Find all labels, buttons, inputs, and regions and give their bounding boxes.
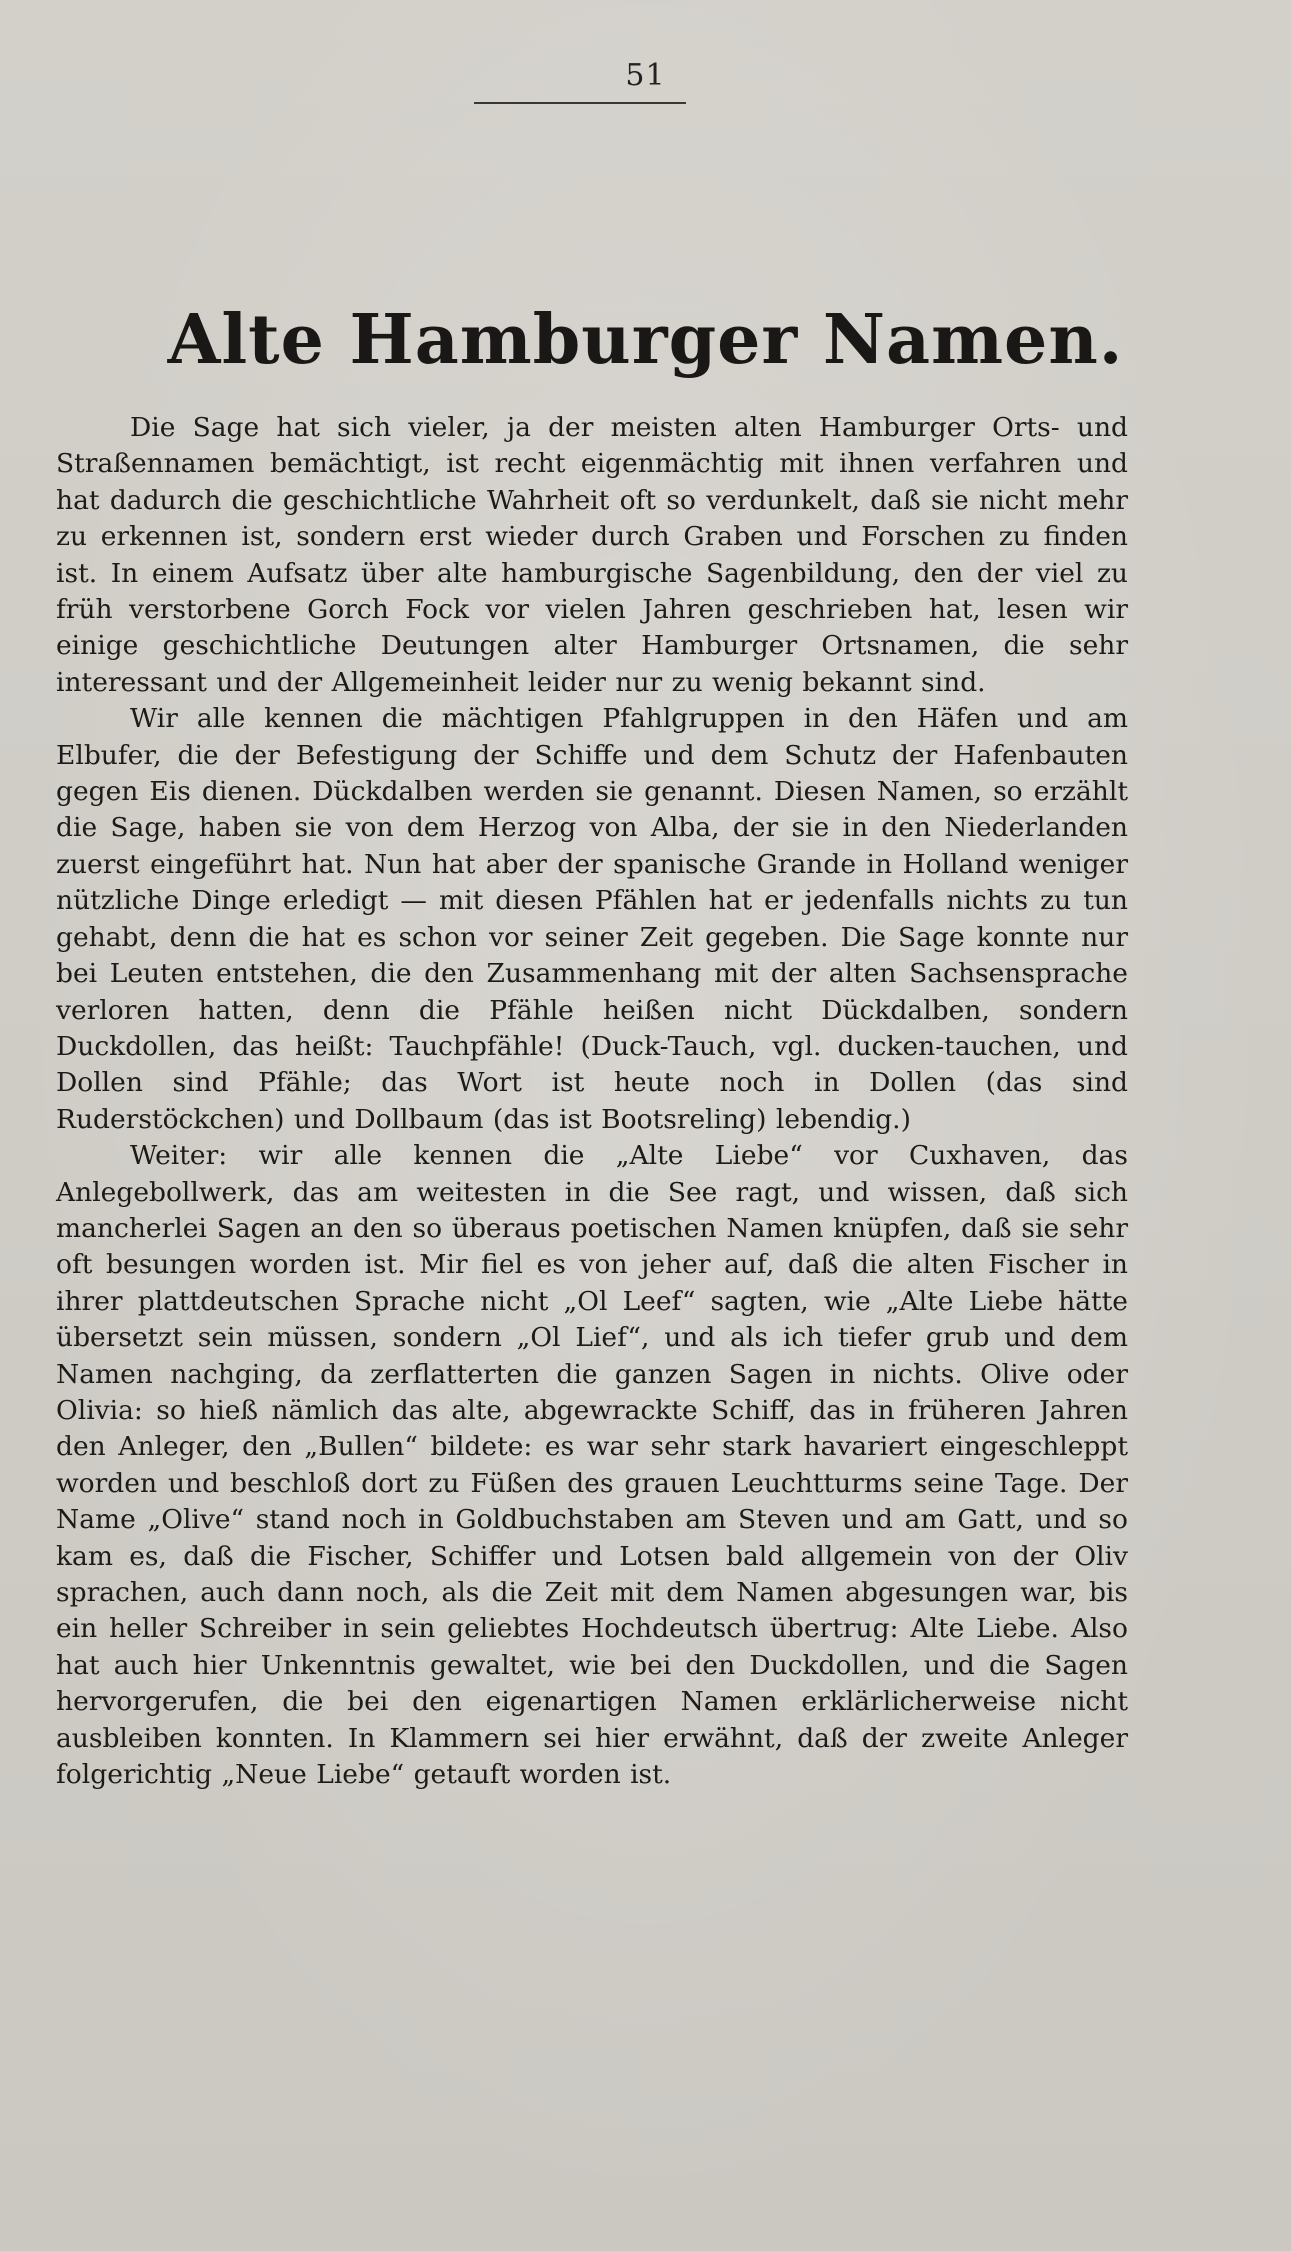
page-number: 51 [625, 58, 666, 93]
body-text [56, 410, 1128, 1793]
chapter-title: Alte Hamburger Namen. [167, 300, 1124, 380]
paragraph: Die Sage hat sich vieler, ja der meisten alten Hamburger Orts- und Straßennamen bemächtigt, ist recht eigenmächtig mit ihnen verfahren und hat dadurch die geschichtliche Wahrheit oft so verdunkelt, daß sie nicht mehr zu erkennen ist, sondern erst wieder durch Graben und Forschen zu finden ist. In einem Aufsatz über alte hamburgische Sagenbildung, den der viel zu früh verstorbene Gorch Fock vor vielen Jahren geschrieben hat, lesen wir einige geschichtliche Deutungen alter Hamburger Ortsnamen, die sehr interessant und der Allgemeinheit leider nur zu wenig bekannt sind. [56, 412, 1128, 698]
header-rule [474, 102, 686, 104]
paragraph: Wir alle kennen die mächtigen Pfahlgruppen in den Häfen und am Elbufer, die der Befestigung der Schiffe und dem Schutz der Hafenbauten gegen Eis dienen. Dückdalben werden sie genannt. Diesen Namen, so erzählt die Sage, haben sie von dem Herzog von Alba, der sie in den Niederlanden zuerst eingeführt hat. Nun hat aber der spanische Grande in Holland weniger nützliche Dinge erledigt — mit diesen Pfählen hat er jedenfalls nichts zu tun gehabt, denn die hat es schon vor seiner Zeit gegeben. Die Sage konnte nur bei Leuten entstehen, die den Zusammenhang mit der alten Sachsensprache verloren hatten, denn die Pfähle heißen nicht Dückdalben, sondern Duckdollen, das heißt: Tauchpfähle! (Duck-Tauch, vgl. ducken-tauchen, und Dollen sind Pfähle; das Wort ist heute noch in Dollen (das sind Ruderstöckchen) und Dollbaum (das ist Bootsreling) lebendig.) [56, 703, 1128, 1135]
paragraph: Weiter: wir alle kennen die „Alte Liebe“ vor Cuxhaven, das Anlegebollwerk, das am weitesten in die See ragt, und wissen, daß sich mancherlei Sagen an den so überaus poetischen Namen knüpfen, daß sie sehr oft besungen worden ist. Mir fiel es von jeher auf, daß die alten Fischer in ihrer plattdeutschen Sprache nicht „Ol Leef“ sagten, wie „Alte Liebe hätte übersetzt sein müssen, sondern „Ol Lief“, und als ich tiefer grub und dem Namen nachging, da zerflatterten die ganzen Sagen in nichts. Olive oder Olivia: so hieß nämlich das alte, abgewrackte Schiff, das in früheren Jahren den Anleger, den „Bullen“ bildete: es war sehr stark havariert eingeschleppt worden und beschloß dort zu Füßen des grauen Leuchtturms seine Tage. Der Name „Olive“ stand noch in Goldbuchstaben am Steven und am Gatt, und so kam es, daß die Fischer, Schiffer und Lotsen bald allgemein von der Oliv sprachen, auch dann noch, als die Zeit mit dem Namen abgesungen war, bis ein heller Schreiber in sein geliebtes Hochdeutsch übertrug: Alte Liebe. Also hat auch hier Unkenntnis gewaltet, wie bei den Duckdollen, und die Sagen hervorgerufen, die bei den eigenartigen Namen erklärlicherweise nicht ausbleiben konnten. In Klammern sei hier erwähnt, daß der zweite Anleger folgerichtig „Neue Liebe“ getauft worden ist. [56, 1140, 1128, 1791]
